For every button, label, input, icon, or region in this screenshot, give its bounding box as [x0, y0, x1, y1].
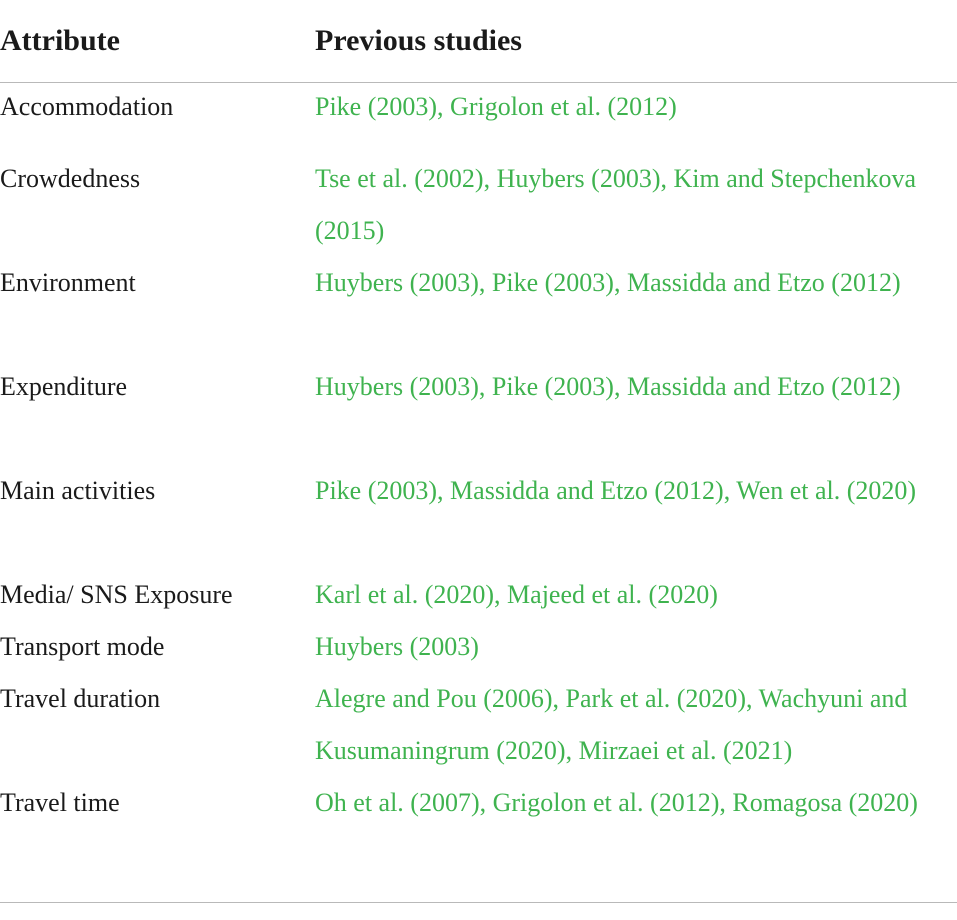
studies-link[interactable]: Huybers (2003)	[315, 632, 479, 661]
studies-link[interactable]: Karl et al. (2020), Majeed et al. (2020)	[315, 580, 718, 609]
studies-cell	[315, 153, 951, 257]
header-attribute: Attribute	[0, 24, 120, 57]
table-bottom-rule	[0, 902, 957, 903]
studies-cell	[315, 569, 951, 621]
studies-link[interactable]: Pike (2003), Grigolon et al. (2012)	[315, 92, 677, 121]
studies-link[interactable]: Pike (2003), Massidda and Etzo (2012), Wen et al. (2020)	[315, 476, 917, 505]
studies-cell	[315, 465, 951, 517]
attribute-cell: Transport mode	[0, 632, 165, 661]
studies-cell	[315, 673, 951, 777]
attribute-cell: Environment	[0, 268, 136, 297]
attribute-cell: Travel time	[0, 788, 120, 817]
studies-link[interactable]: Oh et al. (2007), Grigolon et al. (2012), Romagosa (2020)	[315, 788, 918, 817]
attribute-cell: Accommodation	[0, 92, 174, 121]
table-header-row	[0, 0, 957, 83]
studies-link[interactable]: Huybers (2003), Pike (2003), Massidda and Etzo (2012)	[315, 372, 901, 401]
studies-link[interactable]: Alegre and Pou (2006), Park et al. (2020), Wachyuni and Kusumaningrum (2020), Mirzaei et al. (2021)	[315, 684, 908, 765]
header-previous-studies: Previous studies	[315, 24, 522, 57]
studies-cell	[315, 81, 951, 133]
studies-link[interactable]: Huybers (2003), Pike (2003), Massidda and Etzo (2012)	[315, 268, 901, 297]
attribute-cell: Expenditure	[0, 372, 128, 401]
studies-cell	[315, 257, 951, 309]
attribute-cell: Crowdedness	[0, 164, 141, 193]
studies-cell	[315, 621, 951, 673]
attribute-cell: Media/ SNS Exposure	[0, 580, 233, 609]
studies-link[interactable]: Tse et al. (2002), Huybers (2003), Kim and Stepchenkova (2015)	[315, 164, 917, 245]
attribute-cell: Main activities	[0, 476, 156, 505]
studies-cell	[315, 361, 951, 413]
attribute-cell: Travel duration	[0, 684, 161, 713]
studies-cell	[315, 777, 951, 829]
